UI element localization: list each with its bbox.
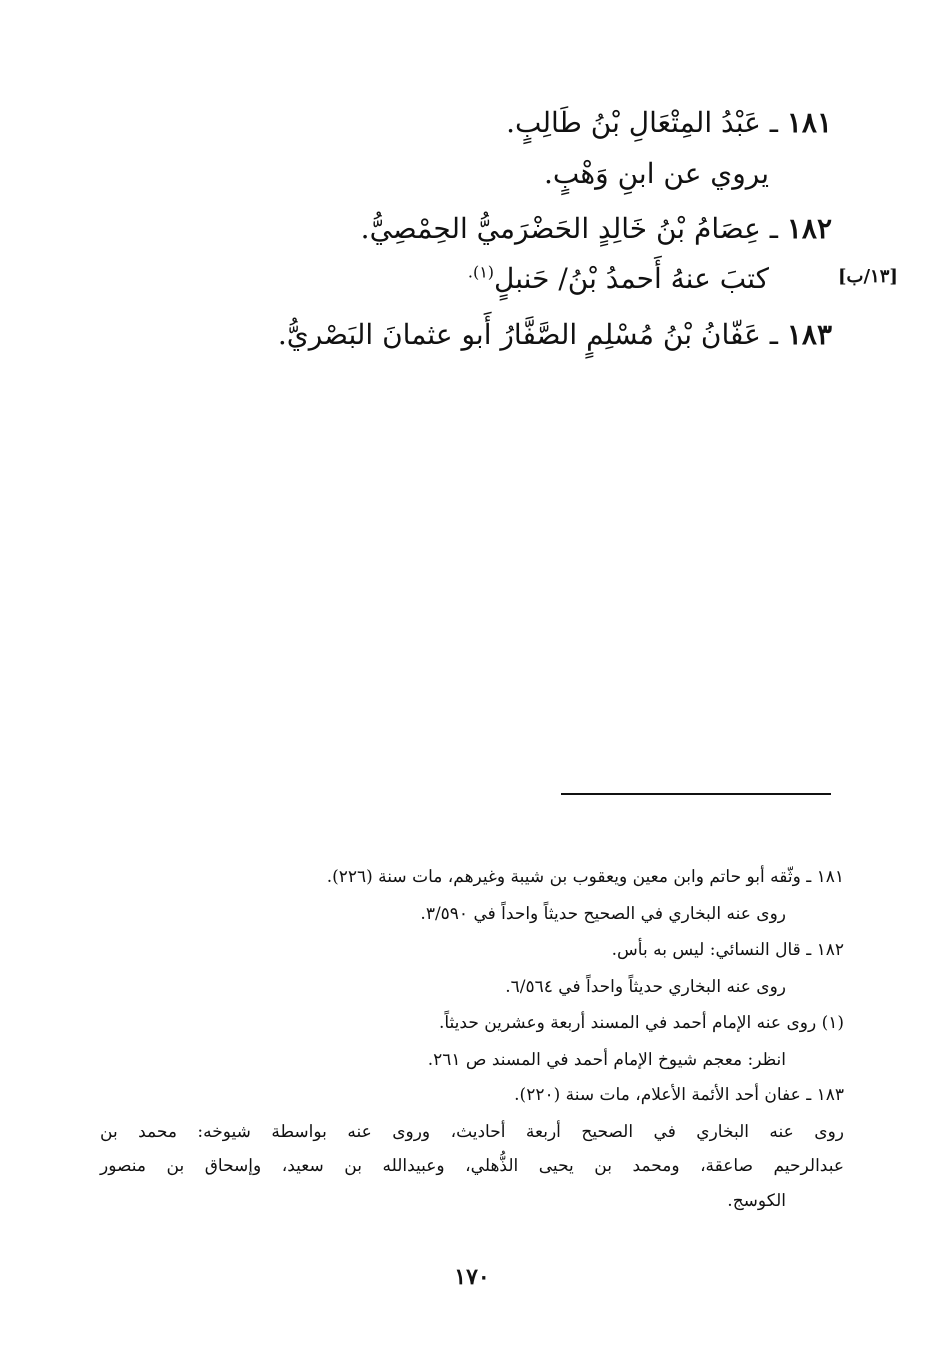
footnote-line: الكوسج. bbox=[727, 1191, 786, 1211]
entry-181 bbox=[506, 106, 832, 139]
entry-note-text: كتبَ عنهُ أَحمدُ بْنُ/ حَنبلٍ bbox=[494, 262, 769, 295]
entry-number: ١٨١ bbox=[786, 106, 832, 139]
manuscript-folio-marker: [١٣/ب] bbox=[838, 266, 898, 287]
entry-number: ١٨٢ bbox=[786, 212, 832, 245]
entry-182 bbox=[361, 212, 832, 245]
footnote-ref: (١). bbox=[467, 262, 495, 282]
footnote-line: (١) روى عنه الإمام أحمد في المسند أربعة وعشرين حديثاً. bbox=[438, 1013, 844, 1033]
entry-dash: ـ bbox=[769, 212, 778, 245]
footnote-line: ١٨٢ ـ قال النسائي: ليس به بأس. bbox=[611, 940, 844, 960]
footnote-line: عبدالرحيم صاعقة، ومحمد بن يحيى الذُّهلي، وعبيدالله بن سعيد، وإسحاق بن منصور bbox=[100, 1156, 844, 1176]
entry-number: ١٨٣ bbox=[786, 318, 832, 351]
footnote-line: روى عنه البخاري حديثاً واحداً في ٦/٥٦٤. bbox=[505, 977, 786, 997]
entry-182-note bbox=[468, 262, 769, 295]
footnote-line: ١٨١ ـ وثّقه أبو حاتم وابن معين ويعقوب بن شيبة وغيرهم، مات سنة (٢٢٦). bbox=[326, 867, 844, 887]
entry-183 bbox=[278, 318, 832, 351]
footnote-line: انظر: معجم شيوخ الإمام أحمد في المسند ص ٢٦١. bbox=[427, 1050, 786, 1070]
footnote-separator bbox=[561, 793, 831, 795]
entry-dash: ـ bbox=[769, 106, 778, 139]
entry-name: عَبْدُ المِتْعَالِ بْنُ طَالِبٍ. bbox=[506, 106, 761, 139]
footnote-line: روى عنه البخاري في الصحيح أربعة أحاديث، وروى عنه بواسطة شيوخه: محمد بن bbox=[100, 1122, 844, 1142]
footnote-line: ١٨٣ ـ عفان أحد الأئمة الأعلام، مات سنة (٢٢٠). bbox=[514, 1085, 844, 1105]
entry-name: عِصَامُ بْنُ خَالِدٍ الحَضْرَميُّ الحِمْصِيُّ. bbox=[360, 212, 761, 245]
page-number: ١٧٠ bbox=[454, 1264, 490, 1290]
entry-name: عَفّانُ بْنُ مُسْلِمٍ الصَّفَّارُ أَبو عثمانَ البَصْريُّ. bbox=[277, 318, 761, 351]
entry-181-note: يروي عن ابنِ وَهْبٍ. bbox=[544, 157, 769, 190]
footnote-line: روى عنه البخاري في الصحيح حديثاً واحداً في ٣/٥٩٠. bbox=[420, 904, 786, 924]
entry-dash: ـ bbox=[769, 318, 778, 351]
